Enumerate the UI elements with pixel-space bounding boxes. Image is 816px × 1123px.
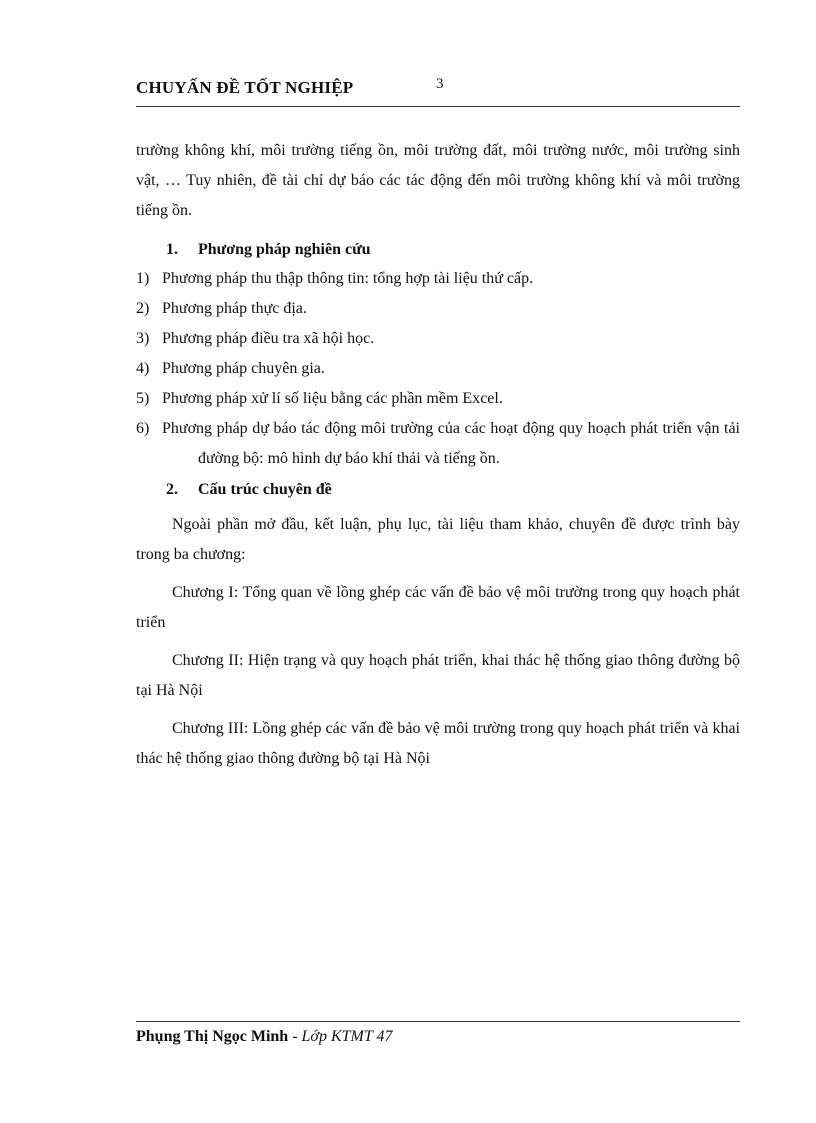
- chapter-2-paragraph: Chương II: Hiện trạng và quy hoạch phát triển, khai thác hệ thống giao thông đường bộ tại Hà Nội: [136, 652, 740, 699]
- list-item: [136, 264, 740, 294]
- chapter-1-paragraph: Chương I: Tổng quan về lồng ghép các vấn đề bảo vệ môi trường trong quy hoạch phát triển: [136, 584, 740, 631]
- chapter-3-paragraph: Chương III: Lồng ghép các vấn đề bảo vệ môi trường trong quy hoạch phát triển và khai thác hệ thống giao thông đường bộ tại Hà Nội: [136, 720, 740, 767]
- list-item-number: 5): [136, 390, 150, 407]
- class-label: Lớp KTMT 47: [301, 1028, 393, 1045]
- section-title: Phương pháp nghiên cứu: [198, 241, 371, 258]
- section-heading-methods: [166, 240, 371, 260]
- list-item-text: Phương pháp chuyên gia.: [162, 360, 325, 377]
- list-item-text: Phương pháp thu thập thông tin: tổng hợp tài liệu thứ cấp.: [162, 270, 534, 287]
- list-item-text: Phương pháp xử lí số liệu bằng các phần mềm Excel.: [162, 390, 503, 407]
- footer-divider: [136, 1021, 740, 1022]
- page-footer: [136, 1028, 392, 1046]
- list-item: [136, 384, 740, 414]
- section-number: 2.: [166, 481, 178, 498]
- list-item-text: Phương pháp thực địa.: [162, 300, 307, 317]
- list-item: [136, 294, 740, 324]
- page-number: 3: [436, 76, 444, 92]
- list-item-number: 1): [136, 270, 150, 287]
- list-item-number: 2): [136, 300, 150, 317]
- list-item-text: Phương pháp điều tra xã hội học.: [162, 330, 375, 347]
- header-divider: [136, 106, 740, 107]
- section-heading-structure: [166, 480, 332, 500]
- list-item-number: 4): [136, 360, 150, 377]
- author-name: Phụng Thị Ngọc Minh: [136, 1028, 289, 1045]
- list-item-text: Phương pháp dự báo tác động môi trường của các hoạt động quy hoạch phát triển vận tải đường bộ: mô hình dự báo khí thải và tiếng ồn.: [162, 420, 740, 467]
- list-item: [136, 324, 740, 354]
- intro-paragraph: trường không khí, môi trường tiếng ồn, môi trường đất, môi trường nước, môi trường sinh vật, … Tuy nhiên, đề tài chỉ dự báo các tác động đến môi trường không khí và môi trường tiếng ồn.: [136, 142, 740, 219]
- list-item-number: 6): [136, 420, 150, 437]
- document-title: CHUYẤN ĐỀ TỐT NGHIỆP: [136, 78, 354, 97]
- list-item: [136, 414, 740, 474]
- footer-separator: -: [288, 1028, 302, 1045]
- page-header: [136, 76, 740, 106]
- section-title: Cấu trúc chuyên đề: [198, 481, 332, 498]
- list-item: [136, 354, 740, 384]
- list-item-number: 3): [136, 330, 150, 347]
- section-number: 1.: [166, 241, 178, 258]
- structure-paragraph: Ngoài phần mở đầu, kết luận, phụ lục, tài liệu tham khảo, chuyên đề được trình bày trong ba chương:: [136, 516, 740, 563]
